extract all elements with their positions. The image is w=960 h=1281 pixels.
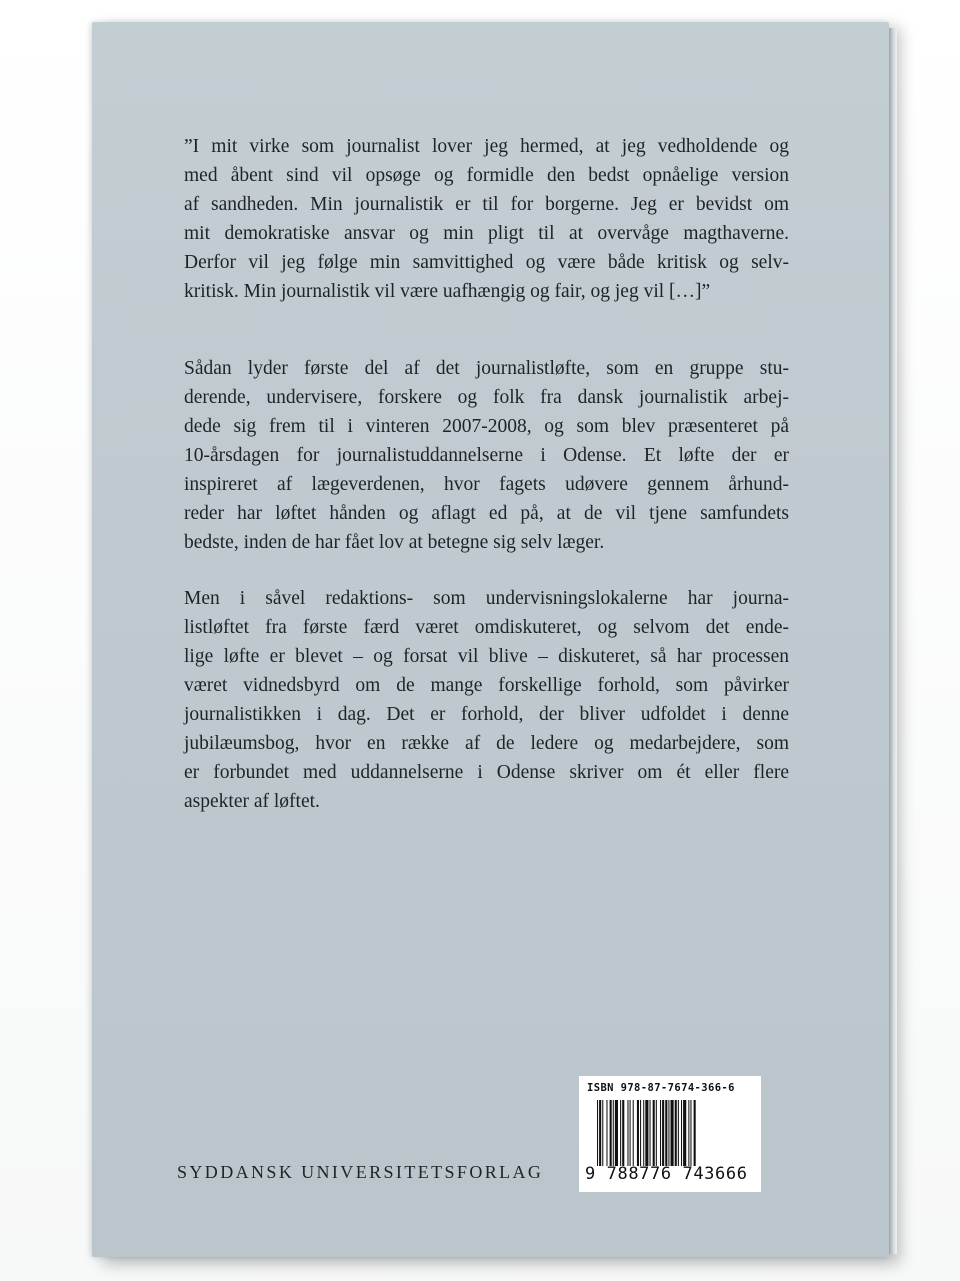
barcode-bar <box>633 1100 634 1166</box>
barcode-bars <box>597 1100 753 1166</box>
quote-line: med åbent sind vil opsøge og formidle den bedst opnåelige version <box>184 165 789 186</box>
publisher-name: SYDDANSK UNIVERSITETSFORLAG <box>177 1162 544 1182</box>
barcode-bar <box>688 1100 689 1166</box>
paragraph-line: derende, undervisere, forskere og folk fra dansk journalistik arbej- <box>184 387 789 408</box>
barcode-bar <box>668 1100 669 1166</box>
paragraph-line: været vidnedsbyrd om de mange forskellige forhold, som påvirker <box>184 675 789 696</box>
isbn-barcode <box>579 1076 761 1192</box>
barcode-bar <box>690 1100 691 1166</box>
paragraph-line: inspireret af lægeverdenen, hvor fagets udøvere gennem århund- <box>184 474 789 495</box>
body-paragraph-3 <box>184 584 789 816</box>
barcode-bar <box>620 1100 621 1166</box>
quote-paragraph <box>184 132 789 306</box>
paragraph-line: bedste, inden de har fået lov at betegne sig selv læger. <box>184 532 605 553</box>
barcode-bar <box>645 1100 648 1166</box>
paragraph-line: er forbundet med uddannelserne i Odense skriver om ét eller flere <box>184 762 789 783</box>
barcode-bar <box>640 1100 641 1166</box>
book-back-cover <box>92 22 889 1257</box>
barcode-bar <box>671 1100 674 1166</box>
barcode-bar <box>694 1100 696 1166</box>
paragraph-line: reder har løftet hånden og aflagt ed på, at de vil tjene samfundets <box>184 503 789 524</box>
barcode-bar <box>656 1100 657 1166</box>
paragraph-line: aspekter af løftet. <box>184 791 320 812</box>
barcode-bar <box>602 1100 603 1166</box>
body-paragraph-2 <box>184 354 789 557</box>
paragraph-line: Sådan lyder første del af det journalistløfte, som en gruppe stu- <box>184 358 789 379</box>
barcode-bar <box>653 1100 655 1166</box>
barcode-bar <box>630 1100 631 1166</box>
barcode-bar <box>606 1100 607 1166</box>
barcode-bar <box>643 1100 644 1166</box>
quote-line: ”I mit virke som journalist lover jeg hermed, at jeg vedholdende og <box>184 136 789 157</box>
barcode-bar <box>678 1100 679 1166</box>
barcode-bar <box>637 1100 639 1166</box>
barcode-bar <box>662 1100 664 1166</box>
paragraph-line: 10-årsdagen for journalistuddannelserne i Odense. Et løfte der er <box>184 445 789 466</box>
barcode-bar <box>675 1100 677 1166</box>
paragraph-line: listløftet fra første færd været omdiskuteret, og selvom det ende- <box>184 617 789 638</box>
quote-line: kritisk. Min journalistik vil være uafhængig og fair, og jeg vil […]” <box>184 281 711 302</box>
barcode-bar <box>622 1100 624 1166</box>
barcode-bar <box>683 1100 686 1166</box>
quote-line: mit demokratiske ansvar og min pligt til at overvåge magthaverne. <box>184 223 789 244</box>
barcode-bar <box>681 1100 682 1166</box>
barcode-bar <box>613 1100 614 1166</box>
isbn-label: ISBN 978-87-7674-366-6 <box>587 1082 735 1094</box>
paragraph-line: journalistikken i dag. Det er forhold, der bliver udfoldet i denne <box>184 704 789 725</box>
paragraph-line: lige løfte er blevet – og forsat vil blive – diskuteret, så har processen <box>184 646 789 667</box>
paragraph-line: jubilæumsbog, hvor en række af de ledere og medarbejdere, som <box>184 733 789 754</box>
barcode-bar <box>660 1100 661 1166</box>
barcode-bar <box>650 1100 651 1166</box>
quote-line: Derfor vil jeg følge min samvittighed og være både kritisk og selv- <box>184 252 789 273</box>
barcode-digits: 9 788776 743666 <box>585 1164 748 1184</box>
barcode-bar <box>615 1100 618 1166</box>
barcode-bar <box>599 1100 601 1166</box>
barcode-bar <box>597 1100 598 1166</box>
quote-line: af sandheden. Min journalistik er til for borgerne. Jeg er bevidst om <box>184 194 789 215</box>
barcode-bar <box>610 1100 612 1166</box>
paragraph-line: dede sig frem til i vinteren 2007-2008, og som blev præsenteret på <box>184 416 789 437</box>
barcode-bar <box>665 1100 667 1166</box>
barcode-bar <box>627 1100 628 1166</box>
paragraph-line: Men i såvel redaktions- som undervisningslokalerne har journa- <box>184 588 789 609</box>
